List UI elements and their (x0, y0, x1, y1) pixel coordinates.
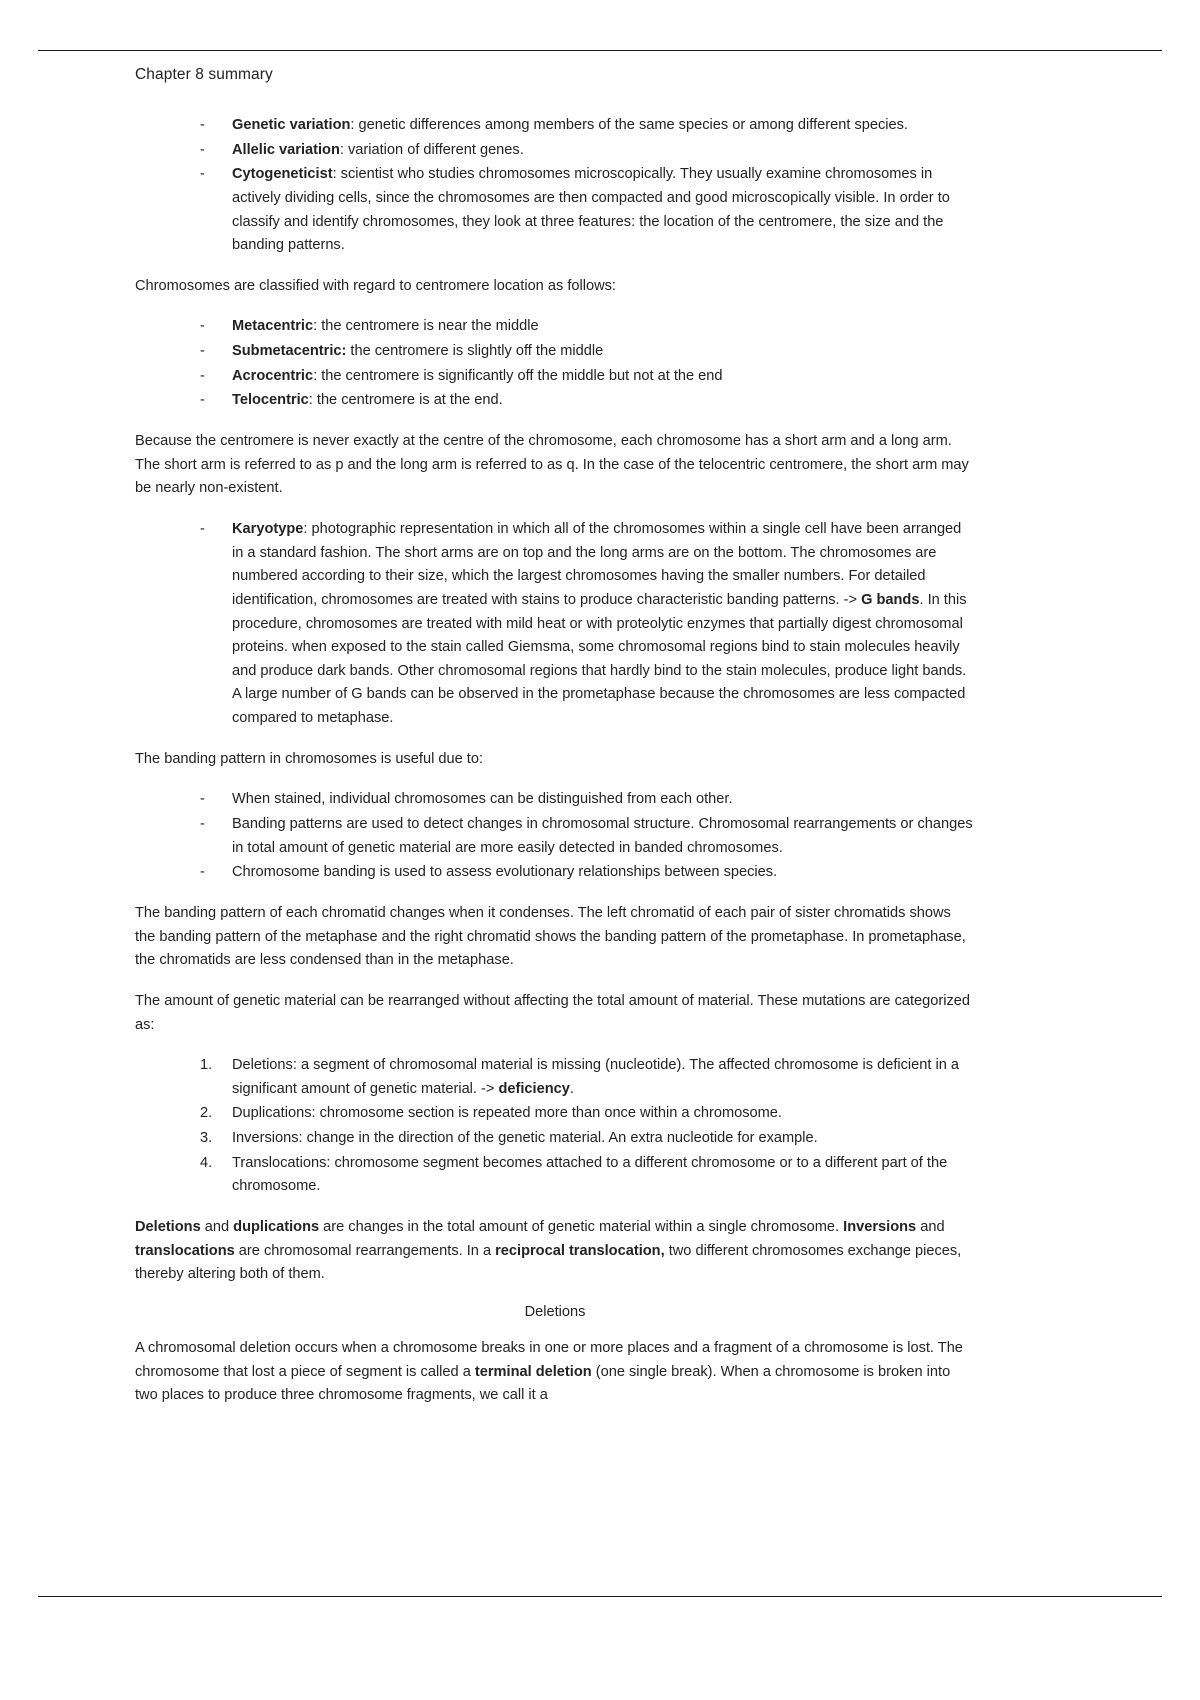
section-heading-deletions: Deletions (524, 1303, 586, 1320)
gbands-term: G bands (861, 591, 920, 608)
summary-bold-duplications: duplications (233, 1218, 320, 1235)
terminal-deletion-term: terminal deletion (474, 1363, 592, 1380)
summary-text: and (200, 1218, 234, 1235)
definition-term: Metacentric (232, 318, 314, 335)
mutation-types-list (135, 1054, 975, 1199)
page-title: Chapter 8 summary (135, 66, 273, 83)
definition-text: : genetic differences among members of the same species or among different species. (350, 117, 908, 133)
summary-text: are changes in the total amount of genetic material within a single chromosome. (319, 1218, 844, 1235)
list-item (200, 1054, 975, 1101)
definition-term: Cytogeneticist (232, 166, 333, 183)
mutation-text: Inversions: change in the direction of the genetic material. An extra nucleotide for example. (232, 1130, 818, 1147)
definition-term: Acrocentric (232, 367, 314, 384)
mutation-bold: deficiency (498, 1080, 570, 1097)
summary-bold-translocations: translocations (135, 1242, 235, 1259)
definition-term: Submetacentric: (232, 343, 347, 360)
summary-text: are chromosomal rearrangements. In a (234, 1242, 496, 1259)
definition-term: Allelic variation (232, 141, 340, 158)
list-item (200, 365, 975, 389)
definition-text: : variation of different genes. (339, 141, 524, 158)
list-item (200, 315, 975, 339)
definition-text: : scientist who studies chromosomes microscopically. They usually examine chromosomes in actively dividing cells, since the chromosomes are then compacted and good microscopically visible. In order to classify and identify chromosomes, they look at three features: the location of the centromere, the size and the banding patterns. (232, 166, 950, 254)
paragraph-classification: Chromosomes are classified with regard to centromere location as follows: (135, 277, 616, 294)
deletions-text-end: (one single break). When a chromosome is broken into two places to produce three chromosome fragments, we call it a (135, 1363, 951, 1404)
list-item (200, 340, 975, 364)
definition-text: : the centromere is at the end. (308, 392, 503, 409)
centromere-types-list (135, 315, 975, 413)
definitions-list (135, 114, 975, 258)
mutation-text: Translocations: chromosome segment becomes attached to a different chromosome or to a different part of the chromosome. (232, 1154, 948, 1195)
list-item (200, 518, 975, 731)
paragraph-summary (135, 1216, 975, 1287)
list-item (200, 1152, 975, 1199)
definition-term: Telocentric (232, 392, 309, 409)
banding-uses-list (135, 788, 975, 885)
footer-divider (38, 1596, 1162, 1597)
paragraph-rearrangement: The amount of genetic material can be rearranged without affecting the total amount of material. These mutations are categorized as: (135, 992, 971, 1033)
paragraph-banding-useful: The banding pattern in chromosomes is useful due to: (135, 750, 484, 767)
list-item (200, 1127, 975, 1151)
list-item (200, 389, 975, 413)
definition-text: : the centromere is significantly off the middle but not at the end (313, 367, 723, 384)
definition-text: : photographic representation in which all of the chromosomes within a single cell have been arranged in a standard fashion. The short arms are on top and the long arms are on the bottom. The chromosomes are numbered according to their size, which the largest chromosomes having the smaller numbers. For detailed identification, chromosomes are treated with stains to produce characteristic banding patterns. -> (232, 520, 962, 608)
definition-term: Karyotype (232, 520, 304, 537)
list-item: - Banding patterns are used to detect changes in chromosomal structure. Chromosomal rearrangements or changes in total amount of genetic material are more easily detected in banded chromosomes. (200, 813, 975, 860)
summary-text: two different chromosomes exchange pieces, thereby altering both of them. (135, 1242, 962, 1283)
mutation-text: Duplications: chromosome section is repeated more than once within a chromosome. (232, 1105, 782, 1122)
deletions-text: A chromosomal deletion occurs when a chromosome breaks in one or more places and a fragment of a chromosome is lost. The chromosome that lost a piece of segment is called a (135, 1339, 963, 1380)
summary-bold-deletions: Deletions (135, 1218, 201, 1235)
mutation-text: Deletions: a segment of chromosomal material is missing (nucleotide). The affected chromosome is deficient in a significant amount of genetic material. -> (232, 1057, 960, 1097)
paragraph-chromosome-arms: Because the centromere is never exactly at the centre of the chromosome, each chromosome has a short arm and a long arm. The short arm is referred to as p and the long arm is referred to as q. In the case of the telocentric centromere, the short arm may be nearly non-existent. (135, 433, 969, 497)
document-body (135, 66, 975, 1425)
list-item (200, 1102, 975, 1126)
list-item: - When stained, individual chromosomes can be distinguished from each other. (200, 788, 975, 812)
mutation-text-end: . (569, 1080, 574, 1097)
paragraph-deletions (135, 1337, 975, 1408)
list-item (200, 139, 975, 163)
summary-bold-reciprocal: reciprocal translocation, (495, 1242, 665, 1259)
list-item (200, 163, 975, 258)
definition-text: : the centromere is near the middle (313, 318, 539, 335)
definition-text-continued: . In this procedure, chromosomes are treated with mild heat or with proteolytic enzymes that partially digest chromosomal proteins. when exposed to the stain called Giemsma, some chromosomal regions bind to stain molecules heavily and produce dark bands. Other chromosomal regions that hardly bind to the stain molecules, produce light bands. A large number of G bands can be observed in the prometaphase because the chromosomes are less compacted compared to metaphase. (232, 591, 967, 727)
paragraph-chromatid-banding: The banding pattern of each chromatid changes when it condenses. The left chromatid of each pair of sister chromatids shows the banding pattern of the metaphase and the right chromatid shows the banding pattern of the prometaphase. In prometaphase, the chromatids are less condensed than in the metaphase. (135, 904, 966, 969)
list-item (200, 114, 975, 138)
summary-bold-inversions: Inversions (843, 1218, 917, 1235)
karyotype-list (135, 518, 975, 731)
summary-text: and (916, 1218, 945, 1235)
definition-text: the centromere is slightly off the middle (346, 343, 604, 360)
header-divider (38, 50, 1162, 51)
list-item: - Chromosome banding is used to assess evolutionary relationships between species. (200, 861, 975, 885)
definition-term: Genetic variation (232, 117, 351, 133)
